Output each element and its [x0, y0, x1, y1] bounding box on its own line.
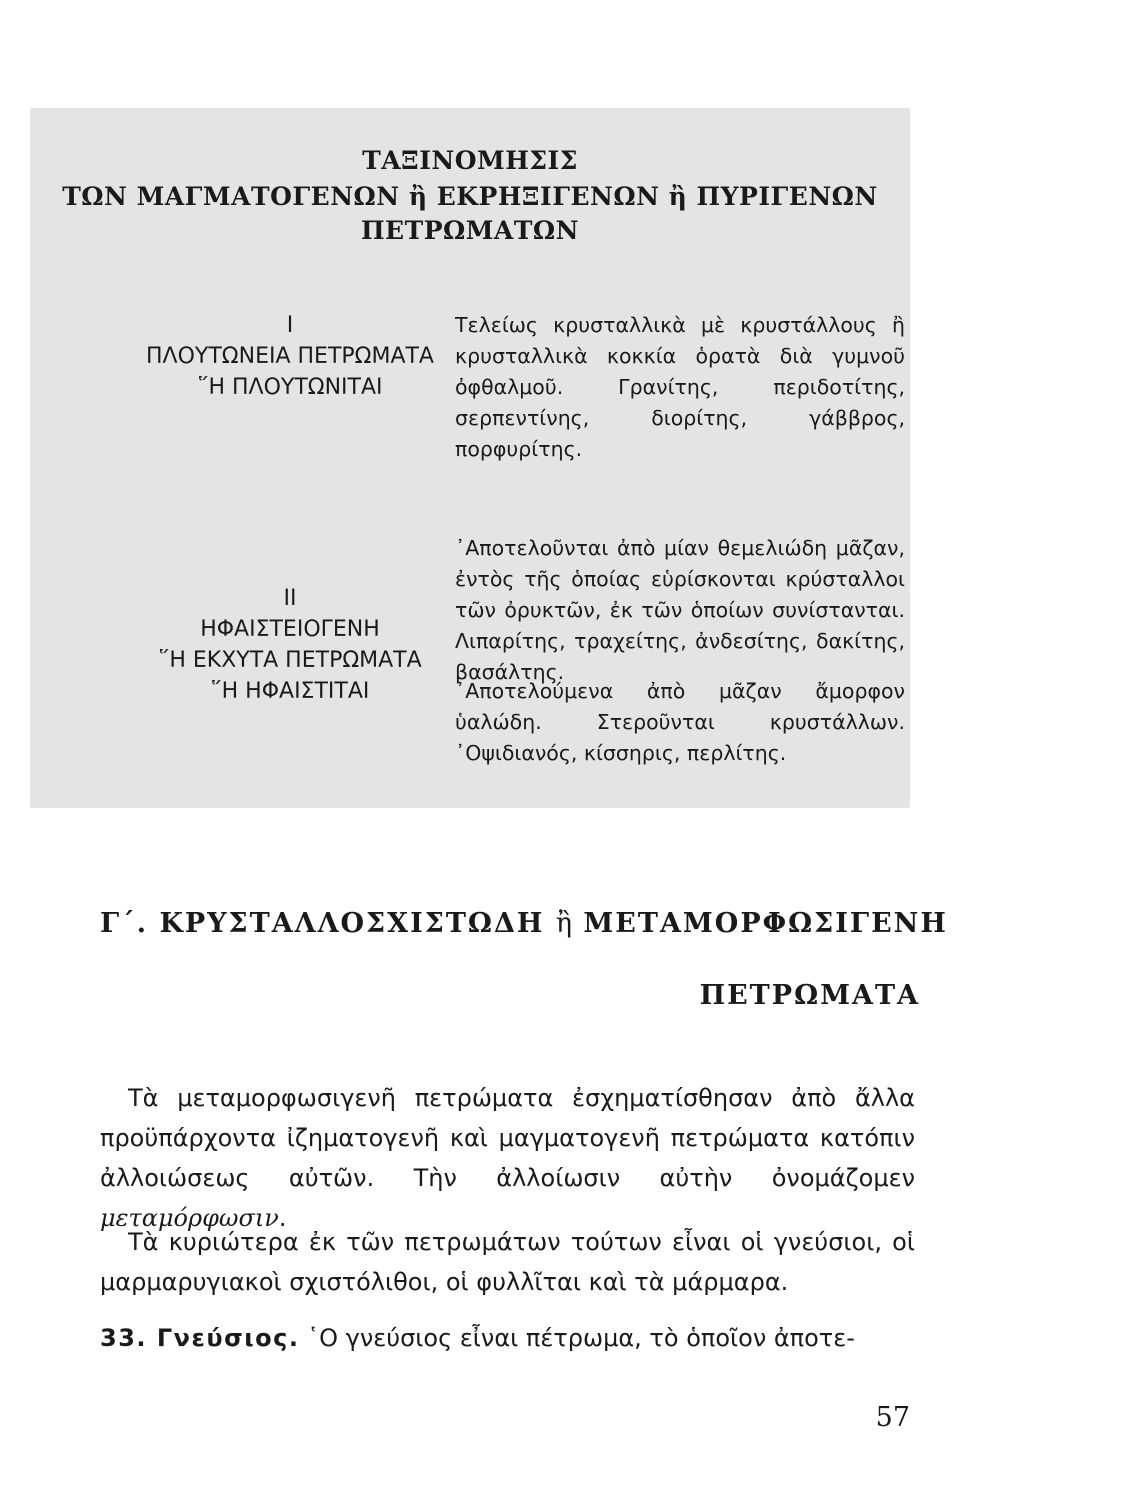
paragraph-2: Τὰ κυριώτερα ἐκ τῶν πετρωμάτων τούτων εἶναι οἱ γνεύσιοι, οἱ μαρμαρυγιακοὶ σχιστόλιθοι, οἱ φυλλῖται καὶ τὰ μάρμαρα. [100, 1228, 915, 1296]
group-2-name-line-2: ῞Η ΕΚΧΥΤΑ ΠΕΤΡΩΜΑΤΑ [158, 648, 422, 673]
page-number: 57 [875, 1402, 910, 1433]
group-2-description-b: ᾿Αποτελούμενα ἀπὸ μᾶζαν ἄμορφον ὑαλώδη. Στεροῦνται κρυστάλλων. ᾿Οψιδιανός, κίσσηρις, περλίτης. [455, 679, 905, 765]
group-1-name-line-2: ῞Η ΠΛΟΥΤΩΝΙΤΑΙ [197, 375, 383, 400]
paragraph-3 [100, 1318, 915, 1358]
group-2-description-a: ᾿Αποτελοῦνται ἀπὸ μίαν θεμελιώδη μᾶζαν, ἐντὸς τῆς ὁποίας εὑρίσκονται κρύσταλλοι τῶν ὀρυκτῶν, ἐκ τῶν ὁποίων συνίστανται. Λιπαρίτης, τραχείτης, ἀνδεσίτης, δακίτης, βασάλτης. [455, 536, 905, 684]
classification-title-line-2: ΤΩΝ ΜΑΓΜΑΤΟΓΕΝΩΝ ἢ ΕΚΡΗΞΙΓΕΝΩΝ ἢ ΠΥΡΙΓΕΝΩΝ [62, 182, 878, 211]
section-heading-end: ΜΕΤΑΜΟΡΦΩΣΙΓΕΝΗ [583, 908, 948, 939]
group-2-label [120, 583, 460, 707]
group-2-numeral: II [283, 586, 297, 611]
paragraph-3-text: ῾Ο γνεύσιος εἶναι πέτρωμα, τὸ ὁποῖον ἀποτε- [307, 1324, 855, 1352]
group-1-name-line-1: ΠΛΟΥΤΩΝΕΙΑ ΠΕΤΡΩΜΑΤΑ [146, 344, 434, 369]
group-2-name-line-1: ΗΦΑΙΣΤΕΙΟΓΕΝΗ [200, 617, 380, 642]
section-heading [100, 908, 948, 939]
paragraph-1-term: μεταμόρφωσιν [100, 1204, 279, 1232]
classification-title-line-1: ΤΑΞΙΝΟΜΗΣΙΣ [362, 146, 578, 175]
paragraph-3-lead: 33. Γνεύσιος. [100, 1324, 300, 1352]
paragraph-1-text: Τὰ μεταμορφωσιγενῆ πετρώματα ἐσχηματίσθησαν ἀπὸ ἄλλα προϋπάρχοντα ἰζηματογενῆ καὶ μαγματογενῆ πετρώματα κατόπιν ἀλλοιώσεως αὐτῶν. Τὴν ἀλλοίωσιν αὐτὴν ὀνομάζομεν [100, 1084, 915, 1192]
group-1-label [120, 310, 460, 403]
group-2-name-line-3: ῞Η ΗΦΑΙΣΤΙΤΑΙ [210, 679, 370, 704]
section-heading-line-2: ΠΕΤΡΩΜΑΤΑ [699, 980, 920, 1011]
group-1-numeral: I [286, 313, 294, 338]
section-heading-connector: ἢ [555, 908, 572, 939]
paragraph-1-end: . [278, 1204, 287, 1232]
group-1-description: Τελείως κρυσταλλικὰ μὲ κρυστάλλους ἢ κρυσταλλικὰ κοκκία ὁρατὰ διὰ γυμνοῦ ὀφθαλμοῦ. Γρανίτης, περιδοτίτης, σερπεντίνης, διορίτης, γάββρος, πορφυρίτης. [455, 313, 905, 461]
paragraph-1 [100, 1078, 915, 1238]
classification-title-line-3: ΠΕΤΡΩΜΑΤΩΝ [360, 216, 580, 245]
classification-box [30, 108, 910, 808]
section-heading-start: Γ΄. ΚΡΥΣΤΑΛΛΟΣΧΙΣΤΩΔΗ [100, 908, 545, 939]
